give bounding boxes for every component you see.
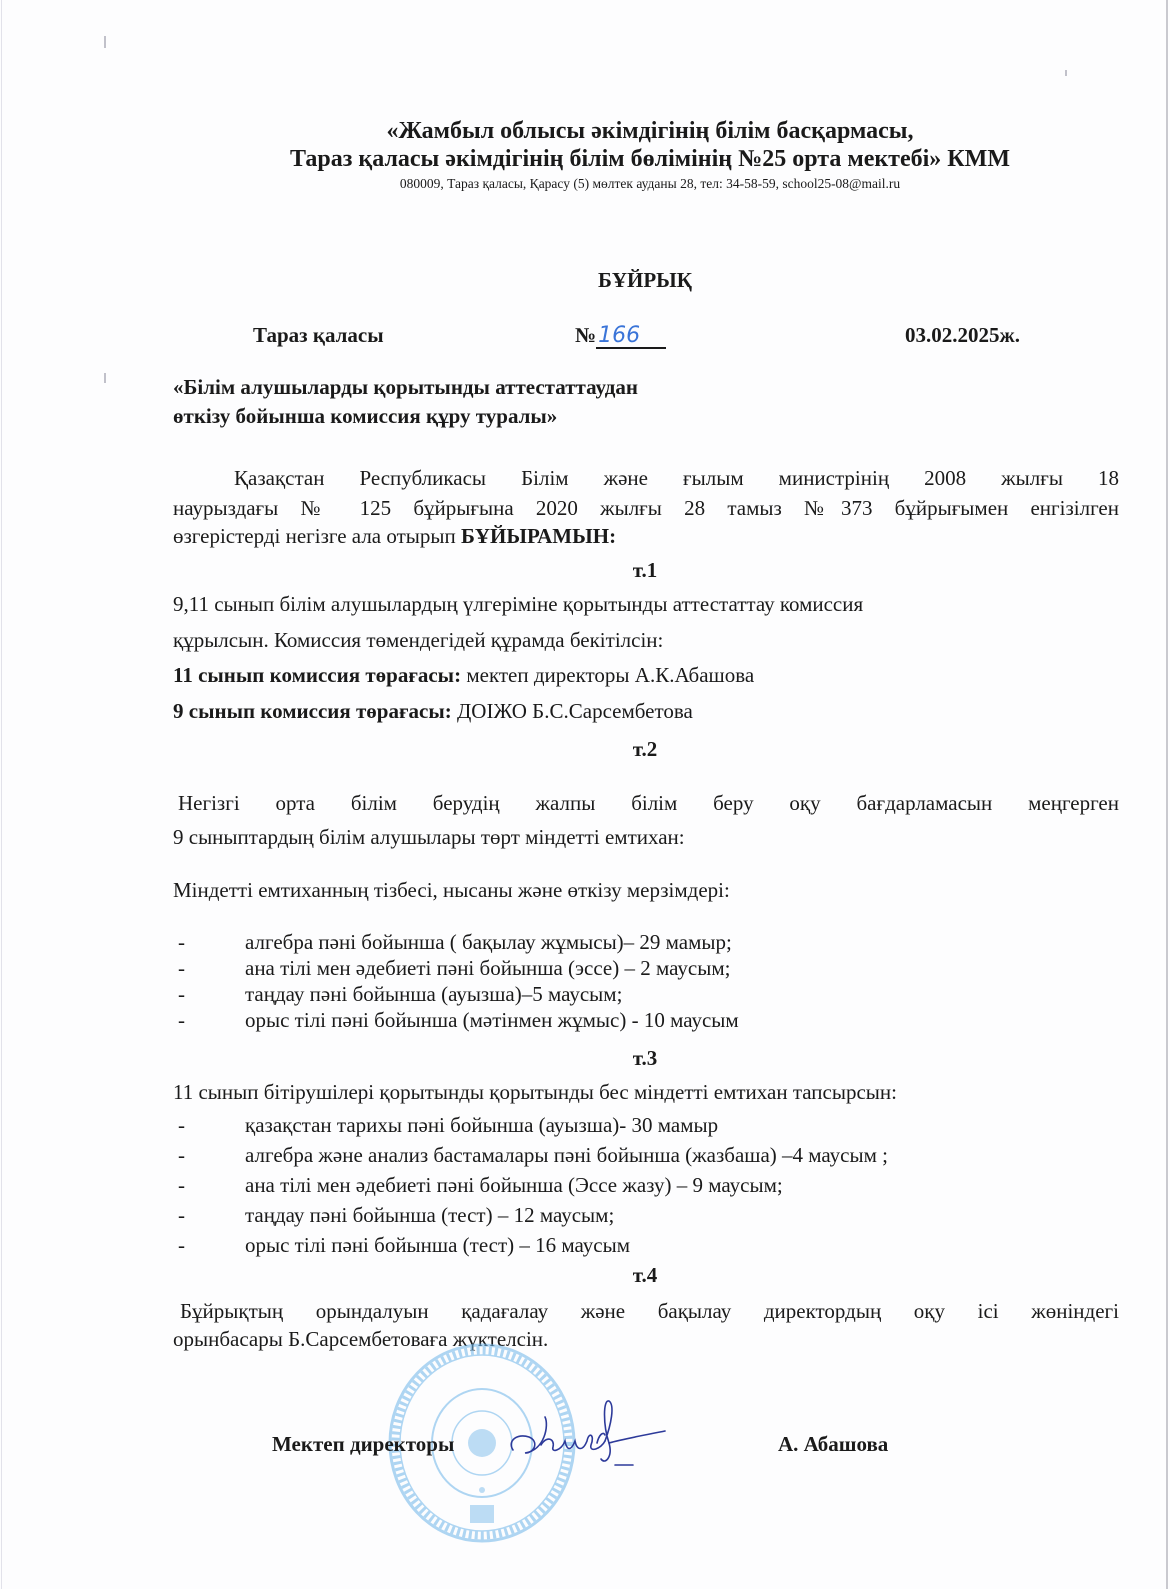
section-heading-1: т.1 (632, 558, 658, 582)
section-heading-2: т.2 (632, 737, 658, 761)
subject-line2: өткізу бойынша комиссия құру туралы» (173, 404, 558, 428)
section4-line1: Бұйрықтың орындалуын қадағалау және бақылау директордың оқу ісі жөніндегі (180, 1299, 1119, 1323)
org-name-line1: «Жамбыл облысы әкімдігінің білім басқармасы, (386, 118, 914, 144)
list-dash: - (178, 982, 185, 1006)
page-edge-left (1, 0, 2, 1589)
order-number (575, 323, 666, 349)
signatory-name: А. Абашова (778, 1432, 889, 1456)
exam-item-11-3 (178, 1173, 783, 1198)
order-date: 03.02.2025ж. (905, 323, 1020, 347)
section2-line2: 9 сыныптардың білім алушылары төрт міндетті емтихан: (173, 825, 685, 849)
signatory-title: Мектеп директоры (272, 1432, 455, 1456)
section2-line1: Негізгі орта білім берудің жалпы білім беру оқу бағдарламасын меңгерген (178, 791, 1119, 815)
exam-item-11-2 (178, 1143, 888, 1168)
scan-speck (104, 36, 106, 48)
section1-line1: 9,11 сынып білім алушылардың үлгеріміне қорытынды аттестаттау комиссия (173, 592, 864, 616)
exam-item-11-4 (178, 1203, 614, 1228)
preamble-line3-text: өзгерістерді негізге ала отырып (173, 524, 461, 548)
list-dash: - (178, 1008, 185, 1032)
list-dash: - (178, 930, 185, 954)
number-prefix: № (575, 323, 597, 347)
chair-9-value: ДОІЖО Б.С.Сарсембетова (451, 699, 693, 723)
order-city: Тараз қаласы (253, 323, 384, 347)
exam-list-intro: Міндетті емтиханның тізбесі, нысаны және өткізу мерзімдері: (173, 878, 730, 902)
exam-item-text: ана тілі мен әдебиеті пәні бойынша (Эссе жазу) – 9 маусым; (245, 1173, 783, 1197)
exam-item-9-1 (178, 930, 732, 955)
exam-item-9-2 (178, 956, 730, 981)
exam-item-11-5 (178, 1233, 630, 1258)
section-heading-3: т.3 (632, 1046, 658, 1070)
list-dash: - (178, 956, 185, 980)
scan-speck (104, 373, 106, 383)
subject-line1: «Білім алушыларды қорытынды аттестаттаудан (173, 375, 638, 399)
handwritten-number: 166 (596, 325, 666, 349)
command-word: БҰЙЫРАМЫН: (460, 524, 617, 548)
section3-line1: 11 сынып бітірушілері қорытынды қорытынды бес міндетті емтихан тапсырсын: (173, 1080, 897, 1104)
chair-9-row (173, 699, 693, 724)
exam-item-11-1 (178, 1113, 718, 1138)
handwritten-signature (505, 1395, 670, 1475)
document-title: БҰЙРЫҚ (597, 268, 693, 292)
exam-item-text: таңдау пәні бойынша (тест) – 12 маусым; (245, 1203, 615, 1227)
exam-item-text: алгебра және анализ бастамалары пәні бойынша (жазбаша) –4 маусым ; (245, 1143, 888, 1167)
section4-line2: орынбасары Б.Сарсембетоваға жүктелсін. (173, 1327, 549, 1351)
exam-item-text: таңдау пәні бойынша (ауызша)–5 маусым; (245, 982, 623, 1006)
list-dash: - (178, 1143, 185, 1167)
org-name-line2: Тараз қаласы әкімдігінің білім бөлімінің №25 орта мектебі» КММ (290, 146, 1010, 172)
preamble-line3 (173, 524, 616, 549)
chair-9-label: 9 сынып комиссия төрағасы: (173, 699, 452, 723)
chair-11-label: 11 сынып комиссия төрағасы: (173, 663, 462, 687)
exam-item-text: алгебра пәні бойынша ( бақылау жұмысы)– 29 мамыр; (245, 930, 732, 954)
list-dash: - (178, 1113, 185, 1137)
exam-item-9-3 (178, 982, 622, 1007)
chair-11-value: мектеп директоры А.К.Абашова (461, 663, 755, 687)
preamble-line1: Қазақстан Республикасы Білім және ғылым министрінің 2008 жылғы 18 (234, 466, 1119, 490)
chair-11-row (173, 663, 754, 688)
section1-line2: құрылсын. Комиссия төмендегідей құрамда бекітілсін: (173, 628, 664, 652)
scan-speck (1065, 70, 1067, 76)
page-edge-right (1166, 0, 1168, 1589)
list-dash: - (178, 1203, 185, 1227)
exam-item-text: қазақстан тарихы пәні бойынша (ауызша)- 30 мамыр (245, 1113, 719, 1137)
section-heading-4: т.4 (632, 1263, 658, 1287)
exam-item-text: орыс тілі пәні бойынша (тест) – 16 маусым (245, 1233, 631, 1257)
preamble-line2: наурыздағы № 125 бұйрығына 2020 жылғы 28 тамыз №373 бұйрығымен енгізілген (173, 496, 1119, 520)
exam-item-text: ана тілі мен әдебиеті пәні бойынша (эссе) – 2 маусым; (245, 956, 731, 980)
exam-item-9-4 (178, 1008, 739, 1033)
list-dash: - (178, 1233, 185, 1257)
org-address: 080009, Тараз қаласы, Қарасу (5) мөлтек ауданы 28, тел: 34-58-59, school25-08@mail.ru (399, 176, 901, 191)
exam-item-text: орыс тілі пәні бойынша (мәтінмен жұмыс) - 10 маусым (245, 1008, 739, 1032)
list-dash: - (178, 1173, 185, 1197)
